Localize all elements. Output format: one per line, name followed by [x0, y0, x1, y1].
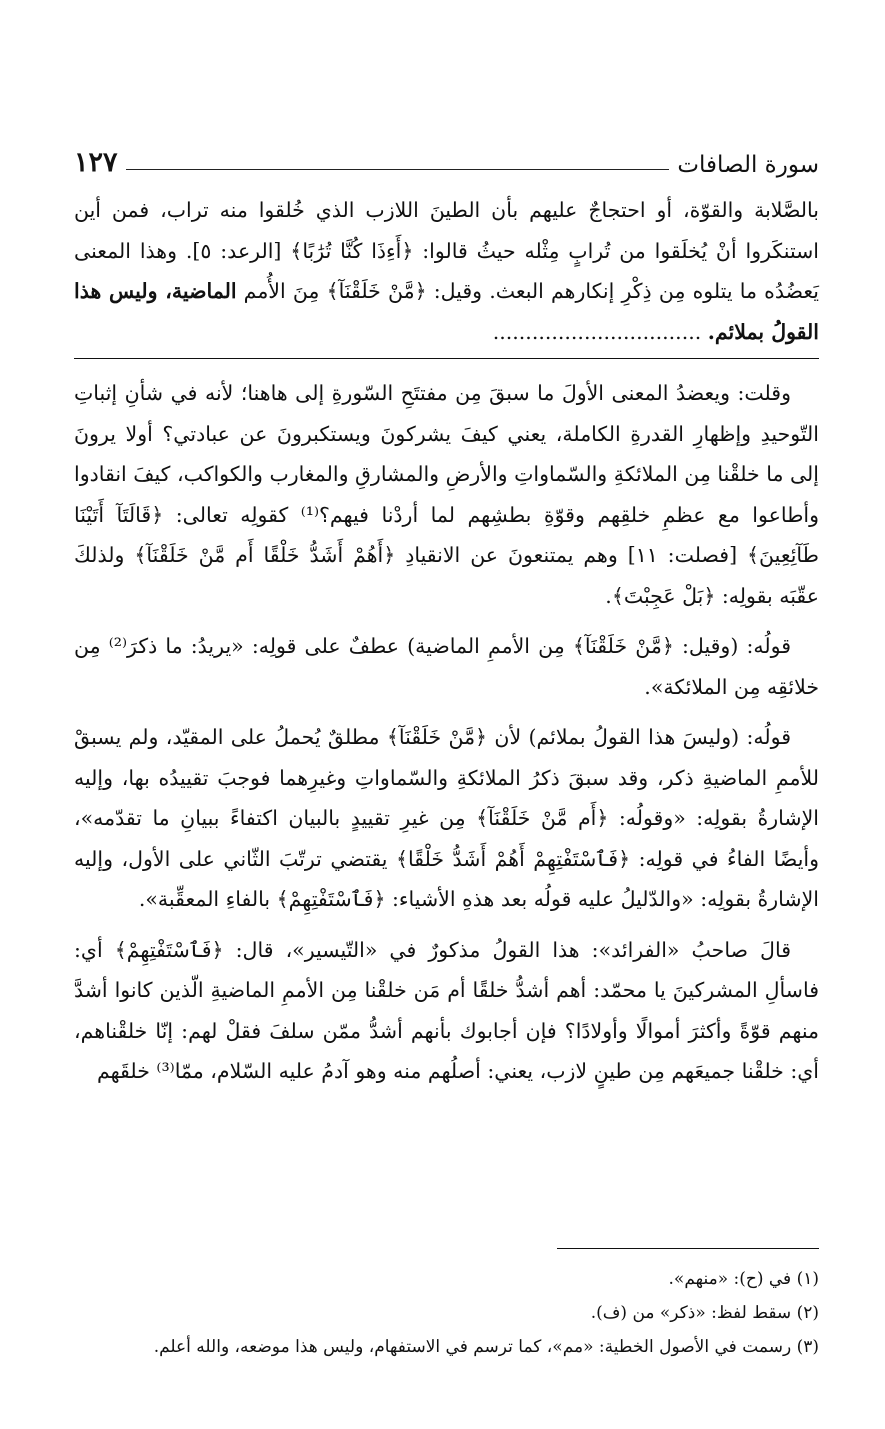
footnotes [74, 1262, 819, 1364]
paragraph-1: وقلت: ويعضدُ المعنى الأولَ ما سبقَ مِن مفتتَحِ السّورةِ إلى هاهنا؛ لأنه في شأنِ إثباتِ التّوحيدِ وإظهارِ القدرةِ الكاملة، يعني كيفَ يشركونَ ويستكبرونَ عن عبادتي؟ أولا يرونَ إلى ما خلقْنا مِن الملائكةِ والسّماواتِ والأرضِ والمشارقِ والمغارب والكواكب، كيفَ انقادوا وأطاعوا مع عظمِ خلقِهم وقوّةِ بطشِهم لما أردْنا فيهم؟⁽¹⁾ كقولِه تعالى: ﴿قَالَتَآ أَتَيْنَا طَآئِعِينَ﴾ [فصلت: ١١] وهم يمتنعونَ عن الانقيادِ ﴿أَهُمْ أَشَدُّ خَلْقًا أَم مَّنْ خَلَقْنَآ﴾ ولذلكَ عقّبَه بقولِه: ﴿بَلْ عَجِبْتَ﴾. [74, 381, 819, 608]
paragraph-2: قولُه: (وقيل: ﴿مَّنْ خَلَقْنَآ﴾ مِن الأممِ الماضية) عطفٌ على قولِه: «يريدُ: ما ذكرَ⁽²⁾ مِن خلائقِه مِن الملائكة». [74, 634, 819, 699]
quoted-commentary [74, 190, 819, 352]
footnote-3: (٣) رسمت في الأصول الخطية: «مم»، كما ترسم في الاستفهام، وليس هذا موضعه، والله أعلم. [153, 1337, 819, 1357]
page-number: ١٢٧ [74, 147, 118, 178]
quoted-text-end: الماضية، وليس هذا القولُ بملائم. [74, 279, 819, 344]
section-divider [74, 358, 819, 359]
page-body [74, 190, 819, 1102]
footnote-rule [557, 1248, 819, 1249]
running-title: سورة الصافات [677, 152, 819, 178]
quoted-text: بالصَّلابة والقوّة، أو احتجاجٌ عليهم بأن الطينَ اللازب الذي خُلقوا منه تراب، فمن أين استنكَروا أنْ يُخلَقوا من تُرابٍ مِثْله حيثُ قالوا: ﴿أَءِذَا كُنَّا تُرَٰبًا﴾ [الرعد: ٥]. وهذا المعنى يَعضُدُه ما يتلوه مِن ذِكْرِ إنكارهم البعث. وقيل: ﴿مَّنْ خَلَقْنَآ﴾ مِنَ الأُمم [74, 198, 819, 303]
paragraph-3: قولُه: (وليسَ هذا القولُ بملائم) لأن ﴿مَّنْ خَلَقْنَآ﴾ مطلقٌ يُحملُ على المقيّد، ولم يسبقْ للأممِ الماضيةِ ذكر، وقد سبقَ ذكرُ الملائكةِ والسّماواتِ وغيرِهما فوجبَ تقييدُه بها، وإليه الإشارةُ بقولِه: «وقولُه: ﴿أَم مَّنْ خَلَقْنَآ﴾ مِن غيرِ تقييدٍ بالبيان اكتفاءً ببيانِ ما تقدّمه»، وأيضًا الفاءُ في قولِه: ﴿فَٱسْتَفْتِهِمْ أَهُمْ أَشَدُّ خَلْقًا﴾ يقتضي ترتّبَ الثّاني على الأول، وإليه الإشارةُ بقولِه: «والدّليلُ عليه قولُه بعد هذهِ الأشياء: ﴿فَٱسْتَفْتِهِمْ﴾ بالفاءِ المعقِّبة». [74, 725, 819, 911]
footnote-2: (٢) سقط لفظ: «ذكر» من (ف). [590, 1303, 819, 1323]
footnote-1: (١) في (ح): «منهم». [668, 1269, 819, 1289]
dotted-leader: ................................ [492, 319, 702, 344]
header-rule [126, 169, 670, 170]
page-header [74, 138, 819, 178]
paragraph-4: قالَ صاحبُ «الفرائد»: هذا القولُ مذكورٌ في «التّيسير»، قال: ﴿فَٱسْتَفْتِهِمْ﴾ أي: فاسألِ المشركينَ يا محمّد: أهم أشدُّ خلقًا أم مَن خلقْنا مِن الأممِ الماضيةِ الّذين كانوا أشدَّ منهم قوّةً وأكثرَ أموالًا وأولادًا؟ فإن أجابوك بأنهم أشدُّ ممّن سلفَ فقلْ لهم: إنّا خلقْناهم، أي: خلقْنا جميعَهم مِن طينٍ لازب، يعني: أصلُهم منه وهو آدمُ عليه السّلام، ممّا⁽³⁾ خلقَهم [74, 937, 819, 1083]
